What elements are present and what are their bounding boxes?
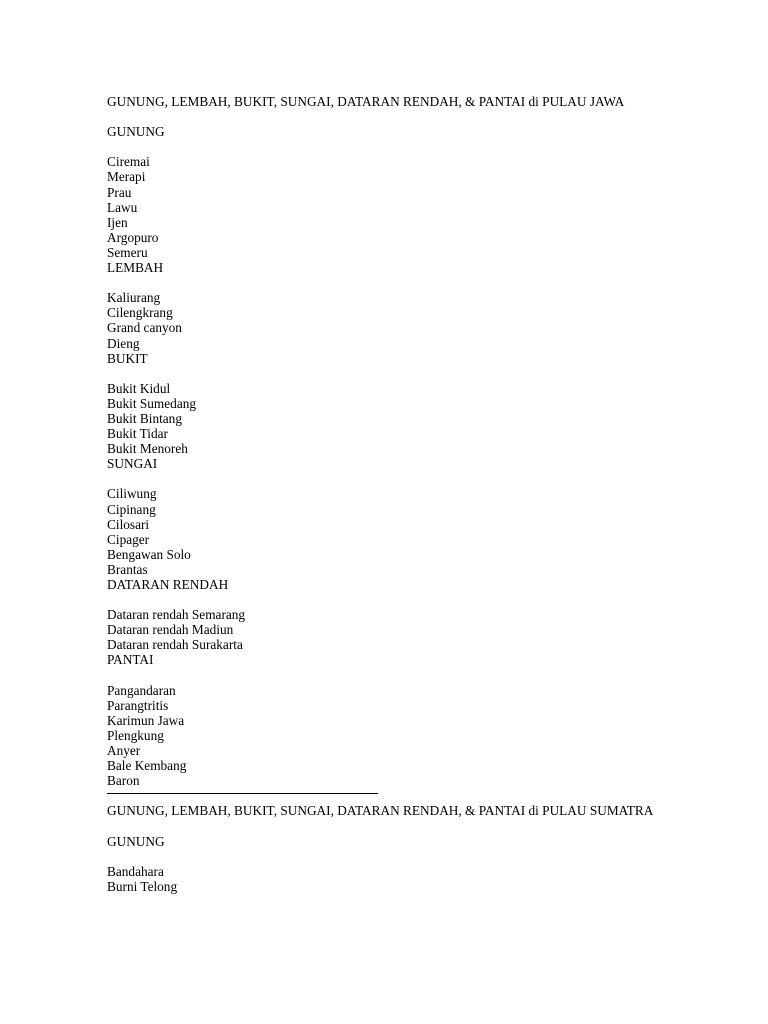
list-item: Cipinang xyxy=(107,501,156,517)
blank-line xyxy=(107,275,679,290)
list-item: Anyer xyxy=(107,743,141,759)
blank-line xyxy=(107,471,679,486)
list-item: Dieng xyxy=(107,335,140,351)
list-item: Semeru xyxy=(107,244,148,260)
blank-line xyxy=(107,109,679,124)
list-item: Bandahara xyxy=(107,863,164,879)
group-heading-gunung: GUNUNG xyxy=(107,833,165,849)
list-item: Merapi xyxy=(107,169,146,185)
list-item: Karimun Jawa xyxy=(107,712,185,728)
list-item: Kaliurang xyxy=(107,290,161,306)
group-heading-dataran-rendah: DATARAN RENDAH xyxy=(107,577,229,592)
list-item: Cilengkrang xyxy=(107,305,173,321)
list-item: Bukit Menoreh xyxy=(107,441,188,457)
section-divider xyxy=(107,793,378,794)
list-item: Ciremai xyxy=(107,154,150,170)
list-item: Ijen xyxy=(107,214,128,230)
list-item: Plengkung xyxy=(107,727,164,743)
list-item: Brantas xyxy=(107,561,148,577)
section-title: GUNUNG, LEMBAH, BUKIT, SUNGAI, DATARAN RENDAH, & PANTAI di PULAU JAWA xyxy=(107,94,625,109)
list-item: Dataran rendah Surakarta xyxy=(107,637,243,653)
section-jawa xyxy=(107,94,679,788)
blank-line xyxy=(107,849,679,864)
list-item: Ciliwung xyxy=(107,486,157,502)
list-item: Dataran rendah Semarang xyxy=(107,607,246,623)
list-item: Bukit Tidar xyxy=(107,426,168,442)
list-item: Baron xyxy=(107,773,140,789)
list-item: Burni Telong xyxy=(107,878,178,894)
section-sumatra xyxy=(107,803,679,894)
list-item: Argopuro xyxy=(107,229,159,245)
blank-line xyxy=(107,668,679,683)
list-item: Prau xyxy=(107,184,132,200)
document-page xyxy=(107,94,679,894)
group-heading-pantai: PANTAI xyxy=(107,652,154,668)
group-heading-bukit: BUKIT xyxy=(107,350,148,366)
list-item: Cilosari xyxy=(107,516,150,532)
blank-line xyxy=(107,818,679,833)
list-item: Dataran rendah Madiun xyxy=(107,622,234,638)
list-item: Grand canyon xyxy=(107,320,182,336)
list-item: Bengawan Solo xyxy=(107,546,191,562)
list-item: Cipager xyxy=(107,531,150,547)
section-title: GUNUNG, LEMBAH, BUKIT, SUNGAI, DATARAN RENDAH, & PANTAI di PULAU SUMATRA xyxy=(107,803,654,819)
group-heading-sungai: SUNGAI xyxy=(107,456,158,472)
blank-line xyxy=(107,592,679,607)
list-item: Parangtritis xyxy=(107,697,169,713)
group-heading-lembah: LEMBAH xyxy=(107,260,164,276)
list-item: Bale Kembang xyxy=(107,758,187,774)
list-item: Pangandaran xyxy=(107,682,176,698)
list-item: Bukit Kidul xyxy=(107,380,171,396)
blank-line xyxy=(107,139,679,154)
list-item: Bukit Bintang xyxy=(107,410,182,426)
group-heading-gunung: GUNUNG xyxy=(107,124,165,140)
list-item: Bukit Sumedang xyxy=(107,395,197,411)
blank-line xyxy=(107,366,679,381)
list-item: Lawu xyxy=(107,199,138,215)
